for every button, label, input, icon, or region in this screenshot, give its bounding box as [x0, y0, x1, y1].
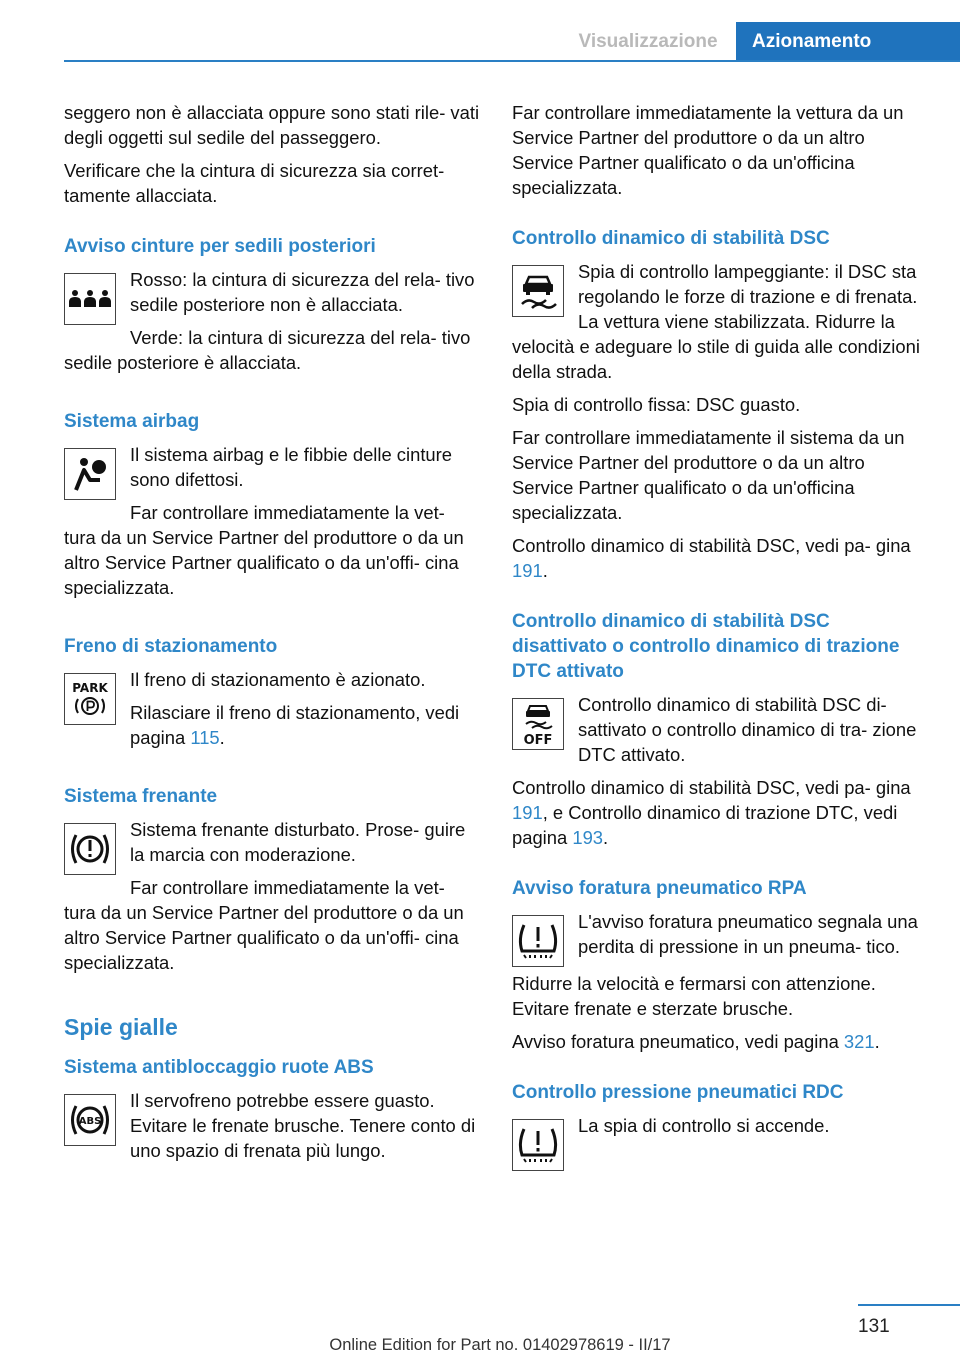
text: . [603, 827, 609, 848]
paragraph: La spia di controllo si accende. [578, 1115, 830, 1136]
paragraph [64, 700, 480, 750]
section-title: Controllo dinamico di stabilità DSC [512, 228, 830, 249]
page-link[interactable]: 193 [572, 827, 604, 848]
warning-item-dsc-off [512, 692, 928, 850]
section-title: Controllo pressione pneumatici RDC [512, 1082, 844, 1103]
warning-item-seatbelt [64, 267, 480, 383]
section-title: Sistema airbag [64, 411, 200, 432]
section-title: Avviso cinture per sedili posteriori [64, 236, 376, 257]
chapter-title: Spie gialle [64, 1014, 178, 1040]
brake-system-icon [64, 823, 116, 875]
section-title: Sistema frenante [64, 786, 218, 807]
text: Controllo dinamico di stabilità DSC, vedi pa‐ gina [512, 777, 911, 798]
paragraph: Spia di controllo fissa: DSC guasto. [512, 394, 801, 415]
paragraph: L'avviso foratura pneumatico segnala una perdita di pressione in un pneuma‐ tico. [578, 911, 918, 957]
page-link[interactable]: 191 [512, 802, 543, 823]
header-rule [64, 60, 960, 62]
tire-pressure-icon [512, 915, 564, 967]
text: Rilasciare il freno di stazionamento, vedi pagina [130, 702, 460, 748]
edition-note: Online Edition for Part no. 01402978619 - II/17 [329, 1336, 671, 1354]
text: . [219, 727, 225, 748]
park-label: PARK [72, 681, 108, 695]
paragraph: Rosso: la cintura di sicurezza del rela‐ tivo sedile posteriore non è allacciata. [130, 269, 475, 315]
dsc-off-icon [512, 698, 564, 750]
page-number: 131 [858, 1316, 890, 1337]
paragraph: Far controllare immediatamente la vettura da un Service Partner del produttore o da un altro Service Partner qualificato o da un'officina specializzata. [512, 102, 904, 198]
text: Avviso foratura pneumatico, vedi pagina [512, 1031, 844, 1052]
paragraph: seggero non è allacciata oppure sono stati rile‐ vati degli oggetti sul sedile del passeggero. [64, 102, 480, 148]
text: . [542, 560, 548, 581]
tab-azionamento[interactable]: Azionamento [736, 22, 960, 60]
section-title: Freno di stazionamento [64, 636, 278, 657]
dsc-icon [512, 265, 564, 317]
paragraph: Far controllare immediatamente il sistema da un Service Partner del produttore o da un altro Service Partner qualificato o da un'officina specializzata. [512, 427, 905, 523]
paragraph [512, 1029, 928, 1054]
page-header [0, 0, 960, 62]
section-title: Avviso foratura pneumatico RPA [512, 878, 807, 899]
parking-brake-icon [64, 673, 116, 725]
abs-icon [64, 1094, 116, 1146]
paragraph: Spia di controllo lampeggiante: il DSC sta regolando le forze di trazione e di frenata. La vettura viene stabilizzata. Ridurre la velocità e adeguare lo stile di guida alle condizioni della strada. [512, 261, 920, 382]
paragraph: Il sistema airbag e le fibbie delle cinture sono difettosi. [130, 444, 453, 490]
left-column [64, 100, 480, 1171]
paragraph: Controllo dinamico di stabilità DSC di‐ sattivato o controllo dinamico di tra‐ zione DTC attivato. [578, 694, 917, 765]
text: Controllo dinamico di stabilità DSC, vedi pa‐ gina [512, 535, 911, 556]
footer-rule [858, 1304, 960, 1306]
paragraph: Sistema frenante disturbato. Prose‐ guire la marcia con moderazione. [130, 819, 466, 865]
text: . [874, 1031, 880, 1052]
off-label: OFF [523, 733, 553, 746]
right-column [512, 100, 928, 1175]
warning-item-park [64, 667, 480, 758]
section-title: Controllo dinamico di stabilità DSC disattivato o controllo dinamico di trazione DTC attivato [512, 611, 900, 682]
rear-seatbelt-icon [64, 273, 116, 325]
section-title: Sistema antibloccaggio ruote ABS [64, 1057, 374, 1078]
warning-item-brake [64, 817, 480, 983]
warning-item-rdc [512, 1113, 928, 1175]
warning-item-abs [64, 1088, 480, 1163]
airbag-icon [64, 448, 116, 500]
page-link[interactable]: 115 [190, 727, 220, 748]
paragraph: Far controllare immediatamente la vet‐ tura da un Service Partner del produttore o da un altro Service Partner qualificato o da un'offi‐ cina specializzata. [64, 502, 464, 598]
paragraph: Il freno di stazionamento è azionato. [130, 669, 426, 690]
paragraph [512, 775, 928, 850]
paragraph: Far controllare immediatamente la vet‐ tura da un Service Partner del produttore o da un altro Service Partner qualificato o da un'offi‐ cina specializzata. [64, 877, 464, 973]
paragraph: Verde: la cintura di sicurezza del rela‐ tivo sedile posteriore è allacciata. [64, 327, 471, 373]
tire-pressure-icon [512, 1119, 564, 1171]
tab-visualizzazione[interactable]: Visualizzazione [578, 31, 718, 52]
page-link[interactable]: 321 [843, 1031, 875, 1052]
text: , e Controllo dinamico di trazione DTC, vedi pagina [512, 802, 898, 848]
warning-item-airbag [64, 442, 480, 608]
abs-label: ABS [78, 1116, 102, 1127]
warning-item-rpa [512, 909, 928, 1054]
paragraph: Il servofreno potrebbe essere guasto. Evitare le frenate brusche. Tenere conto di uno spazio di frenata più lungo. [130, 1090, 476, 1161]
paragraph: Verificare che la cintura di sicurezza sia corret‐ tamente allacciata. [64, 160, 445, 206]
paragraph [512, 533, 928, 583]
warning-item-dsc [512, 259, 928, 583]
paragraph: Ridurre la velocità e fermarsi con attenzione. Evitare frenate e sterzate brusche. [512, 973, 876, 1019]
page-link[interactable]: 191 [512, 560, 543, 581]
